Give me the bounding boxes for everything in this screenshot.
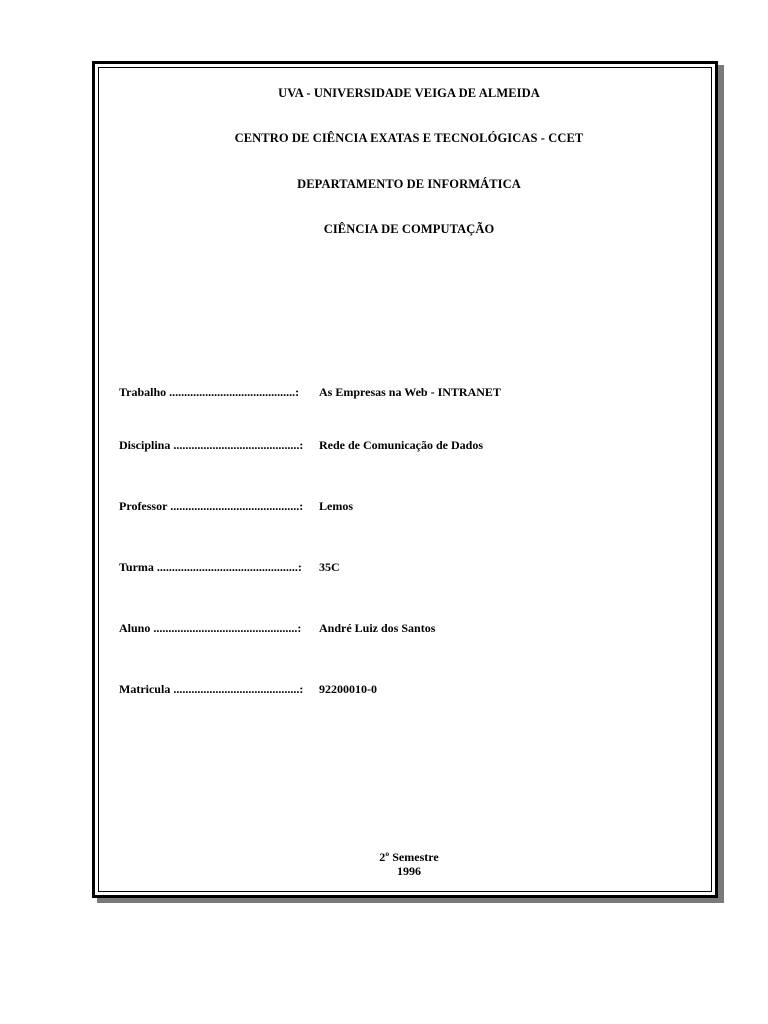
center-name: CENTRO DE CIÊNCIA EXATAS E TECNOLÓGICAS - CCET — [234, 131, 584, 145]
field-professor-label: Professor ...........................................: — [119, 499, 304, 513]
field-trabalho-label: Trabalho ..........................................: — [119, 385, 300, 399]
university-name: UVA - UNIVERSIDADE VEIGA DE ALMEIDA — [278, 86, 540, 100]
field-disciplina — [119, 438, 483, 453]
field-matricula — [119, 682, 377, 697]
cover-page-frame — [92, 61, 718, 898]
footer-year: 1996 — [397, 864, 421, 878]
field-aluno-label: Aluno ................................................: — [119, 621, 302, 635]
department-name: DEPARTAMENTO DE INFORMÁTICA — [297, 177, 521, 191]
field-aluno — [119, 621, 436, 636]
field-trabalho-value: As Empresas na Web - INTRANET — [319, 385, 501, 399]
field-disciplina-value: Rede de Comunicação de Dados — [319, 438, 483, 452]
cover-page-inner-border — [98, 67, 712, 892]
field-disciplina-label: Disciplina ..........................................: — [119, 438, 304, 452]
field-turma-value: 35C — [319, 560, 340, 574]
field-turma-label: Turma ...............................................: — [119, 560, 302, 574]
footer-date — [99, 850, 719, 878]
footer-semester: 2º Semestre — [379, 850, 439, 864]
field-matricula-label: Matricula ..........................................: — [119, 682, 304, 696]
course-name: CIÊNCIA DE COMPUTAÇÃO — [323, 222, 495, 236]
field-matricula-value: 92200010-0 — [319, 682, 377, 696]
field-professor — [119, 499, 353, 514]
field-professor-value: Lemos — [319, 499, 353, 513]
field-trabalho — [119, 385, 501, 400]
field-turma — [119, 560, 340, 575]
field-aluno-value: André Luiz dos Santos — [319, 621, 436, 635]
